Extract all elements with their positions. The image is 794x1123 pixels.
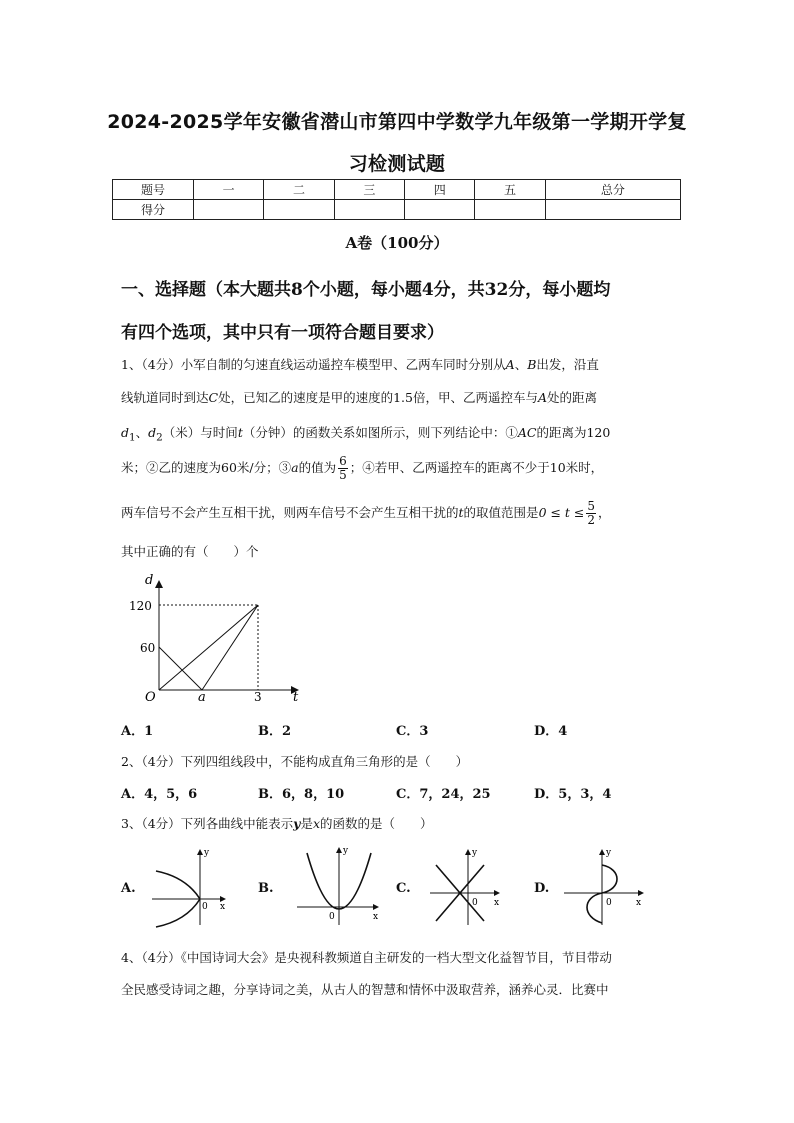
q1-var: t xyxy=(237,425,243,440)
q1-text: 、 xyxy=(514,357,528,372)
graph-tick-3: 3 xyxy=(254,690,262,704)
q1-fraction xyxy=(586,500,596,527)
score-table-header-row xyxy=(113,180,681,200)
fraction-denominator: 5 xyxy=(339,468,347,482)
q3-graph-b[interactable] xyxy=(295,845,385,929)
graph-origin-label: O xyxy=(145,690,156,704)
q3-graph-d[interactable] xyxy=(562,847,652,929)
q1-fraction xyxy=(338,455,348,482)
q1-text: ， xyxy=(598,505,611,520)
graph-y-arrow xyxy=(599,849,605,855)
q1-subscript: 1 xyxy=(129,431,136,444)
fraction-numerator: 5 xyxy=(587,499,596,513)
q1-line6: 其中正确的有（ ）个 xyxy=(121,544,259,559)
q1-option-a[interactable]: A．1 xyxy=(121,724,154,739)
q1-var: A xyxy=(505,357,515,372)
q1-text: 处的距离 xyxy=(547,390,598,405)
q3-option-a[interactable]: A. xyxy=(121,881,136,896)
score-cell[interactable] xyxy=(405,200,475,220)
q1-text: 米；②乙的速度为60米/分；③ xyxy=(121,460,292,475)
q1-text: 两车信号不会产生互相干扰，则两车信号不会产生互相干扰的 xyxy=(121,505,459,520)
q1-text: 1、（4分）小军自制的匀速直线运动遥控车模型甲、乙两车同时分别从 xyxy=(121,357,506,372)
q1-line1 xyxy=(121,355,599,373)
q3-text-part: 的函数的是（ ） xyxy=(320,816,433,831)
graph-x-label: x xyxy=(494,898,500,908)
q3-var: y xyxy=(293,816,301,831)
q1-text: 出发，沿直 xyxy=(536,357,599,372)
graph-origin-label: 0 xyxy=(606,898,612,908)
graph-y-arrow xyxy=(336,847,342,853)
q3-option-d[interactable]: D. xyxy=(534,881,550,896)
graph-axis-x-label: t xyxy=(293,690,299,704)
y-axis-arrow xyxy=(155,580,163,588)
q1-line5 xyxy=(121,500,611,527)
doc-title-line1: 2024-2025学年安徽省潜山市第四中学数学九年级第一学期开学复 xyxy=(107,111,687,133)
score-cell[interactable] xyxy=(334,200,404,220)
q1-text: 的值为 xyxy=(298,460,337,475)
graph-x-arrow xyxy=(638,890,644,896)
q3-text-part: 是 xyxy=(300,816,313,831)
score-cell[interactable] xyxy=(475,200,545,220)
score-row-label: 得分 xyxy=(113,200,194,220)
q1-text: 、 xyxy=(135,425,149,440)
q1-subscript: 2 xyxy=(156,431,163,444)
graph-y-arrow xyxy=(465,849,471,855)
graph-origin-label: 0 xyxy=(472,898,478,908)
q2-option-c[interactable]: C．7，24，25 xyxy=(396,787,491,802)
q1-line2 xyxy=(121,388,597,406)
score-cell[interactable] xyxy=(545,200,680,220)
q3-option-c[interactable]: C. xyxy=(396,881,411,896)
score-header-cell: 一 xyxy=(194,180,264,200)
graph-y-label: y xyxy=(606,848,612,858)
q1-var: AC xyxy=(517,425,537,440)
graph-x-label: x xyxy=(636,898,642,908)
graph-y-arrow xyxy=(197,849,203,855)
q3-text xyxy=(121,814,433,832)
q1-text: ；④若甲、乙两遥控车的距离不少于10米时， xyxy=(349,460,604,475)
q1-text: 线轨道同时到达 xyxy=(121,390,209,405)
graph-tick-120: 120 xyxy=(129,599,152,613)
q3-graph-a[interactable] xyxy=(150,847,230,929)
graph-y-label: y xyxy=(472,848,478,858)
q3-text-part: 3、（4分）下列各曲线中能表示 xyxy=(121,816,294,831)
score-table-score-row xyxy=(113,200,681,220)
q2-option-a[interactable]: A．4，5，6 xyxy=(121,787,198,802)
graph-x-arrow xyxy=(494,890,500,896)
score-table xyxy=(112,179,681,220)
graph-x-arrow xyxy=(373,904,379,910)
q1-var: a xyxy=(291,460,299,475)
score-cell[interactable] xyxy=(194,200,264,220)
q4-line2: 全民感受诗词之趣，分享诗词之美，从古人的智慧和情怀中汲取营养，涵养心灵．比赛中 xyxy=(121,982,609,997)
q1-var: d xyxy=(121,425,130,440)
q1-var: t xyxy=(458,505,464,520)
q2-option-d[interactable]: D．5，3，4 xyxy=(534,787,612,802)
q4-line1: 4、（4分）《中国诗词大会》是央视科教频道自主研发的一档大型文化益智节目，节目带动 xyxy=(121,950,612,965)
line-jia xyxy=(159,605,258,690)
q1-option-c[interactable]: C．3 xyxy=(396,724,429,739)
q1-inequality: 0 ≤ t ≤ xyxy=(538,505,585,520)
q1-var: B xyxy=(527,357,537,372)
q1-option-b[interactable]: B．2 xyxy=(258,724,292,739)
q1-line4 xyxy=(121,455,603,482)
doc-title-line2: 习检测试题 xyxy=(348,153,446,175)
graph-tick-60: 60 xyxy=(140,641,156,655)
q2-option-b[interactable]: B．6，8，10 xyxy=(258,787,345,802)
line-yi-ascending xyxy=(202,605,258,690)
fraction-numerator: 6 xyxy=(339,454,347,468)
q1-text: （米）与时间 xyxy=(162,425,238,440)
q1-text: （分钟）的函数关系如图所示，则下列结论中：① xyxy=(242,425,518,440)
graph-origin-label: 0 xyxy=(329,912,335,922)
q1-text: 处，已知乙的速度是甲的速度的1.5倍，甲、乙两遥控车与 xyxy=(218,390,538,405)
graph-origin-label: 0 xyxy=(202,902,208,912)
line-yi-descending xyxy=(159,647,202,690)
section1-heading-line1: 一、选择题（本大题共8个小题，每小题4分，共32分，每小题均 xyxy=(121,280,611,300)
section-a-heading: A卷（100分） xyxy=(345,234,449,252)
q1-var: A xyxy=(537,390,548,405)
score-cell[interactable] xyxy=(264,200,334,220)
score-header-cell: 二 xyxy=(264,180,334,200)
graph-y-label: y xyxy=(343,846,349,856)
section1-heading-line2: 有四个选项，其中只有一项符合题目要求） xyxy=(121,323,444,343)
q2-text: 2、（4分）下列四组线段中，不能构成直角三角形的是（ ） xyxy=(121,754,469,769)
q1-text: 的距离为120 xyxy=(536,425,611,440)
score-header-cell: 五 xyxy=(475,180,545,200)
q1-distance-time-graph xyxy=(115,572,315,704)
score-header-cell: 总分 xyxy=(545,180,680,200)
score-header-cell: 四 xyxy=(405,180,475,200)
q3-option-b[interactable]: B. xyxy=(258,881,274,896)
score-header-cell: 三 xyxy=(334,180,404,200)
q1-var: C xyxy=(208,390,219,405)
graph-x-label: x xyxy=(220,902,226,912)
graph-axis-y-label: d xyxy=(145,573,154,588)
q1-line3 xyxy=(121,423,610,444)
graph-tick-a: a xyxy=(198,690,206,704)
graph-x-label: x xyxy=(373,912,379,922)
q1-var: d xyxy=(148,425,157,440)
graph-y-label: y xyxy=(204,848,210,858)
score-header-cell: 题号 xyxy=(113,180,194,200)
q3-var: x xyxy=(312,816,321,831)
q1-text: 的取值范围是 xyxy=(463,505,539,520)
q1-option-d[interactable]: D．4 xyxy=(534,724,568,739)
q3-graph-c[interactable] xyxy=(428,847,508,929)
fraction-denominator: 2 xyxy=(587,513,596,527)
